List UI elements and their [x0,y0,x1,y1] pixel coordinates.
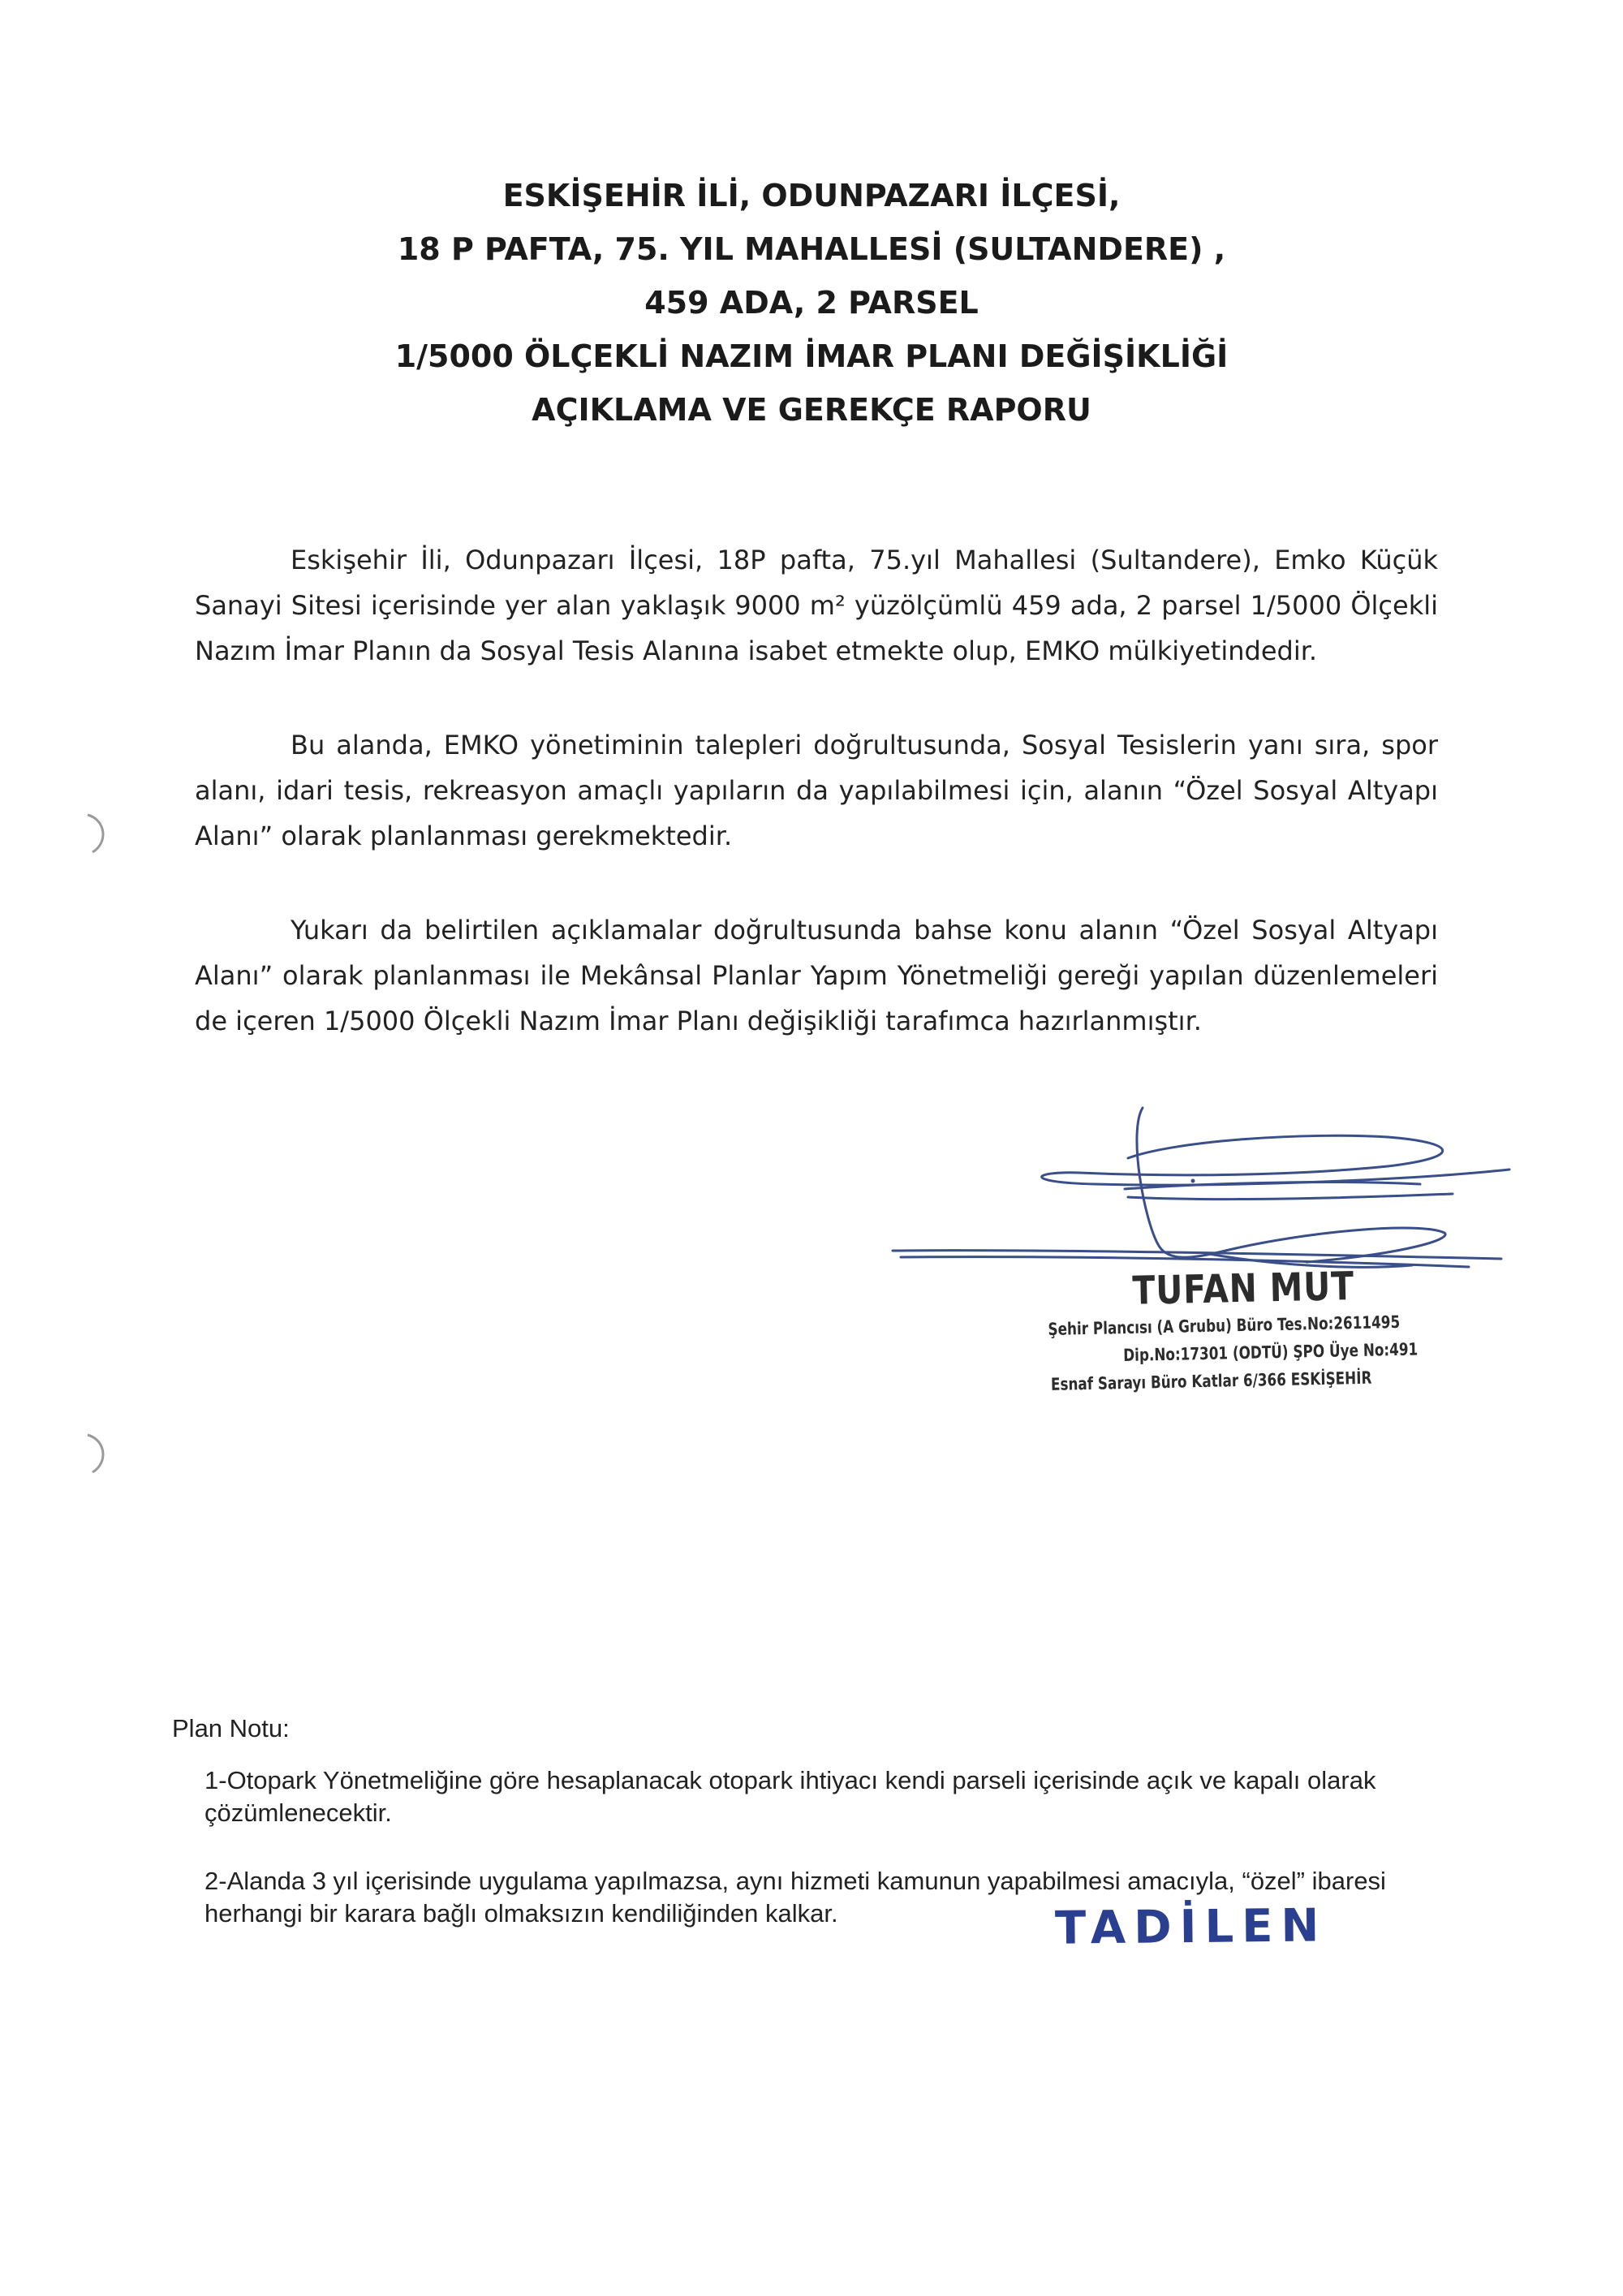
title-line-2: 18 P PAFTA, 75. YIL MAHALLESİ (SULTANDERE) , [397,231,1226,267]
stamp-line-2: Dip.No:17301 (ODTÜ) ŞPO Üye No:491 [1122,1339,1419,1366]
title-line-4: 1/5000 ÖLÇEKLİ NAZIM İMAR PLANI DEĞİŞİKLİĞİ [394,338,1229,374]
plan-notes [172,1711,1438,1930]
plan-note-2: 2-Alanda 3 yıl içerisinde uygulama yapılmazsa, aynı hizmeti kamunun yapabilmesi amacıyla, “özel” ibaresi herhangi bir karara bağlı olmaksızın kendiliğinden kalkar. [204,1867,1386,1928]
paragraph-2: Bu alanda, EMKO yönetiminin talepleri doğrultusunda, Sosyal Tesislerin yanı sıra, spor alanı, idari tesis, rekreasyon amaçlı yapıların da yapılabilmesi için, alanın “Özel Sosyal Altyapı Alanı” olarak planlanması gerekmektedir. [195,730,1438,851]
stamp-line-1: Şehir Plancısı (A Grubu) Büro Tes.No:2611495 [1048,1312,1401,1339]
paragraph-1: Eskişehir İli, Odunpazarı İlçesi, 18P pafta, 75.yıl Mahallesi (Sultandere), Emko Küçük Sanayi Sitesi içerisinde yer alan yaklaşık 9000 m² yüzölçümlü 459 ada, 2 parsel 1/5000 Ölçekli Nazım İmar Planın da Sosyal Tesis Alanına isabet etmekte olup, EMKO mülkiyetindedir. [195,545,1438,666]
stamp-line-3: Esnaf Sarayı Büro Katlar 6/366 ESKİŞEHİR [1050,1368,1372,1394]
hole-punch-mark-top [81,810,114,857]
signature [885,1100,1526,1278]
title-line-5: AÇIKLAMA VE GEREKÇE RAPORU [532,392,1091,428]
hole-punch-mark-bottom [81,1430,114,1477]
paragraph-3: Yukarı da belirtilen açıklamalar doğrultusunda bahse konu alanın “Özel Sosyal Altyapı Alanı” olarak planlanması ile Mekânsal Planlar Yapım Yönetmeliği gereği yapılan düzenlemeleri de içeren 1/5000 Ölçekli Nazım İmar Planı değişikliği tarafımca hazırlanmıştır. [195,915,1438,1036]
stamp-name: TUFAN MUT [1131,1264,1355,1314]
planner-stamp [1047,1262,1455,1398]
document-title [0,169,1623,437]
title-line-1: ESKİŞEHİR İLİ, ODUNPAZARI İLÇESİ, [502,178,1121,213]
title-line-3: 459 ADA, 2 PARSEL [644,285,979,321]
plan-note-1: 1-Otopark Yönetmeliğine göre hesaplanacak otopark ihtiyacı kendi parseli içerisinde açık ve kapalı olarak çözümlenecektir. [204,1766,1376,1827]
tadilen-stamp: TADİLEN [1054,1899,1328,1955]
plan-notes-heading: Plan Notu: [172,1714,290,1742]
